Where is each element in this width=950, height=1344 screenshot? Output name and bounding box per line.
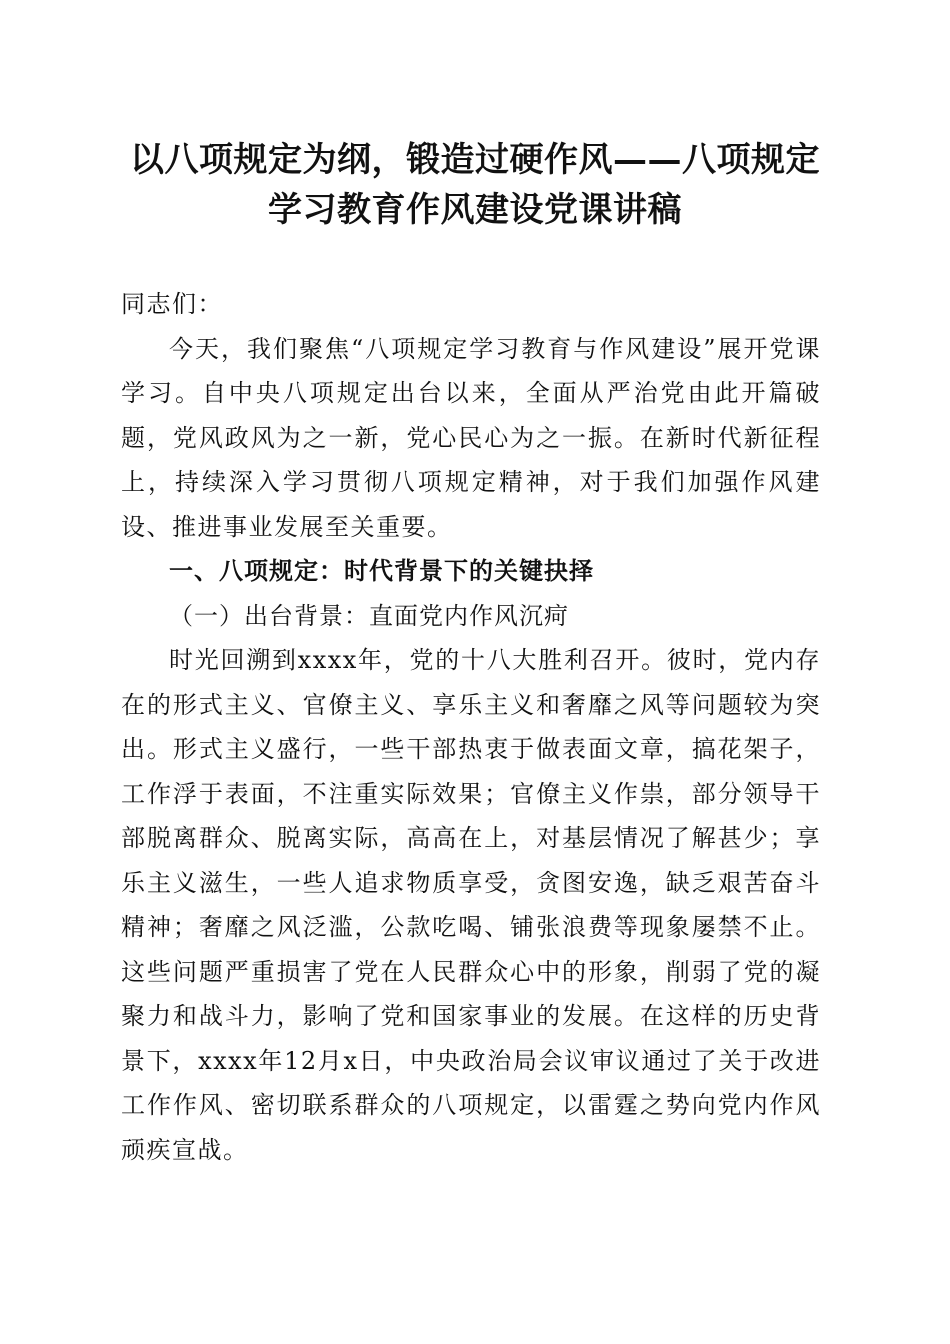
intro-paragraph: 今天，我们聚焦“八项规定学习教育与作风建设”展开党课学习。自中央八项规定出台以来，全面从严治党由此开篇破题，党风政风为之一新，党心民心为之一振。在新时代新征程上，持续深入学习贯彻八项规定精神，对于我们加强作风建设、推进事业发展至关重要。 [121, 334, 821, 541]
document-title [60, 135, 890, 235]
background-paragraph: 时光回溯到xxxx年，党的十八大胜利召开。彼时，党内存在的形式主义、官僚主义、享乐主义和奢靡之风等问题较为突出。形式主义盛行，一些干部热衷于做表面文章，搞花架子，工作浮于表面，不注重实际效果；官僚主义作祟，部分领导干部脱离群众、脱离实际，高高在上，对基层情况了解甚少；享乐主义滋生，一些人追求物质享受，贪图安逸，缺乏艰苦奋斗精神；奢靡之风泛滥，公款吃喝、铺张浪费等现象屡禁不止。这些问题严重损害了党在人民群众心中的形象，削弱了党的凝聚力和战斗力，影响了党和国家事业的发展。在这样的历史背景下，xxxx年12月x日，中央政治局会议审议通过了关于改进工作作风、密切联系群众的八项规定，以雷霆之势向党内作风顽疾宣战。 [121, 646, 821, 1164]
salutation: 同志们： [121, 290, 223, 318]
document-body [121, 282, 821, 1172]
title-line-1: 以八项规定为纲，锻造过硬作风——八项规定 [130, 140, 820, 180]
section-heading: 一、八项规定：时代背景下的关键抉择 [169, 557, 594, 585]
subsection-heading: （一）出台背景：直面党内作风沉疴 [169, 601, 569, 630]
title-line-2: 学习教育作风建设党课讲稿 [268, 190, 682, 230]
